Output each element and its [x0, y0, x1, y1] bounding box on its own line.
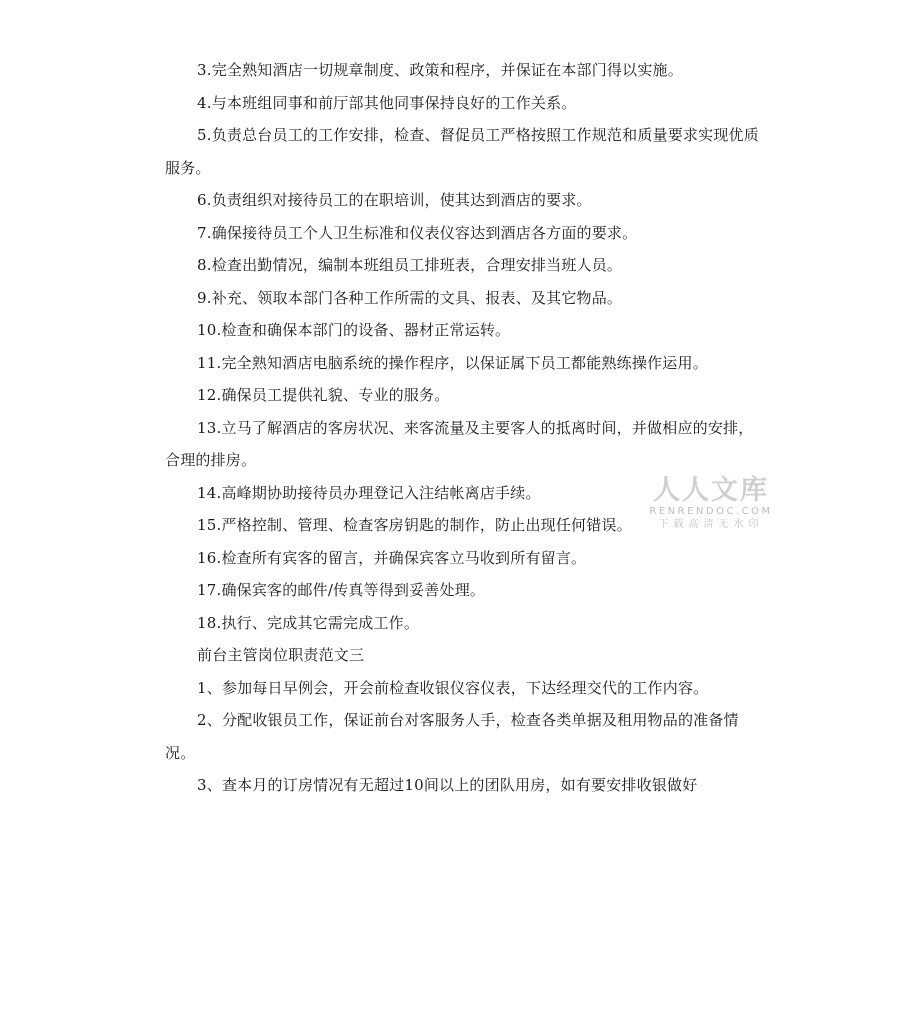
- paragraph-18: 2、分配收银员工作，保证前台对客服务人手，检查各类单据及租用物品的准备情况。: [165, 711, 739, 762]
- watermark-tagline: 下载高清无水印: [658, 519, 764, 530]
- paragraph-10: 12.确保员工提供礼貌、专业的服务。: [197, 386, 450, 404]
- paragraph-16: 18.执行、完成其它需完成工作。: [197, 613, 420, 632]
- paragraph-8: 10.检查和确保本部门的设备、器材正常运转。: [197, 321, 511, 339]
- document-body: [165, 54, 765, 802]
- paragraph-9: 11.完全熟知酒店电脑系统的操作程序，以保证属下员工都能熟练操作运用。: [197, 353, 708, 372]
- paragraph-17: 1、参加每日早例会，开会前检查收银仪容仪表，下达经理交代的工作内容。: [197, 678, 709, 697]
- paragraph-13: 15.严格控制、管理、检查客房钥匙的制作，防止出现任何错误。: [197, 516, 632, 534]
- paragraph-7: 9.补充、领取本部门各种工作所需的文具、报表、及其它物品。: [197, 288, 623, 307]
- paragraph-1: 3.完全熟知酒店一切规章制度、政策和程序，并保证在本部门得以实施。: [197, 61, 683, 79]
- paragraph-19: 3、查本月的订房情况有无超过10间以上的团队用房，如有要安排收银做好: [197, 776, 698, 794]
- paragraph-14: 16.检查所有宾客的留言，并确保宾客立马收到所有留言。: [197, 548, 587, 567]
- paragraph-5: 7.确保接待员工个人卫生标准和仪表仪容达到酒店各方面的要求。: [197, 223, 638, 242]
- section-heading: 前台主管岗位职责范文三: [197, 646, 365, 664]
- paragraph-4: 6.负责组织对接待员工的在职培训，使其达到酒店的要求。: [197, 191, 592, 209]
- paragraph-11: 13.立马了解酒店的客房状况、来客流量及主要客人的抵离时间，并做相应的安排，合理的排房。: [165, 418, 754, 469]
- paragraph-2: 4.与本班组同事和前厅部其他同事保持良好的工作关系。: [197, 93, 577, 112]
- paragraph-6: 8.检查出勤情况，编制本班组员工排班表，合理安排当班人员。: [197, 256, 623, 274]
- paragraph-15: 17.确保宾客的邮件/传真等得到妥善处理。: [197, 581, 486, 599]
- watermark-domain: RENRENDOC.COM: [649, 506, 773, 517]
- paragraph-3: 5.负责总台员工的工作安排，检查、督促员工严格按照工作规范和质量要求实现优质服务。: [165, 126, 759, 177]
- paragraph-12: 14.高峰期协助接待员办理登记入注结帐离店手续。: [197, 483, 541, 502]
- watermark-title: 人人文库: [653, 475, 769, 506]
